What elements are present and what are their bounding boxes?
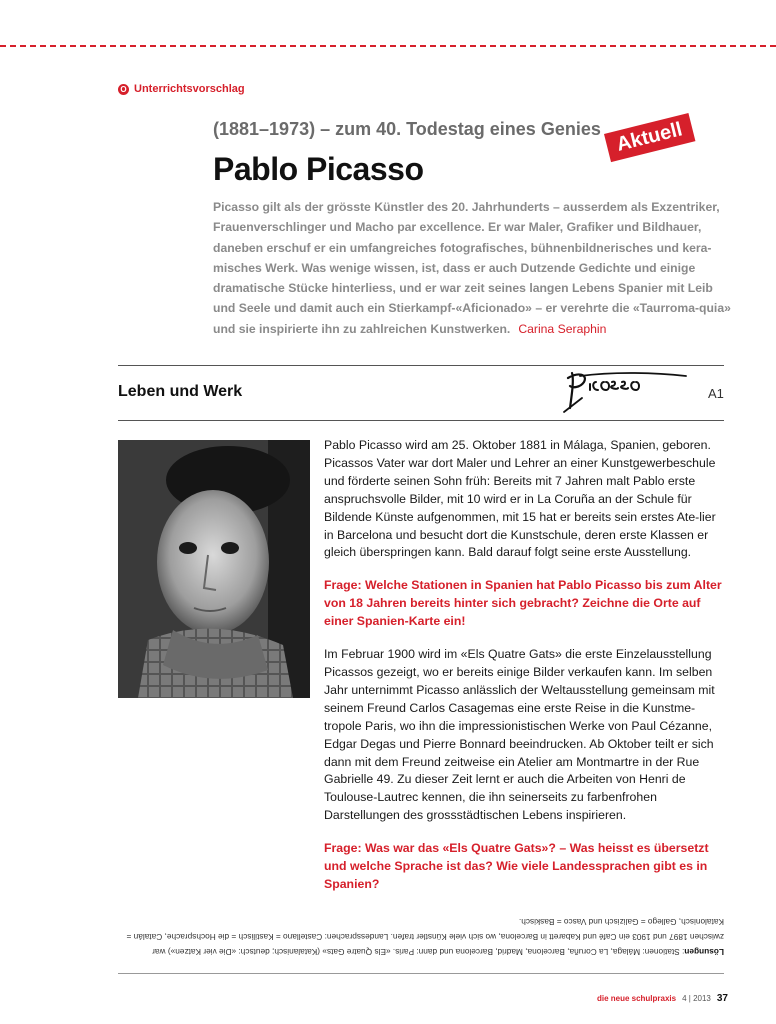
magazine-name: die neue schulpraxis [596,994,677,1003]
article-body [324,437,724,909]
footer-rule [118,973,724,974]
section-title: Leben und Werk [118,383,243,400]
page-number: 37 [716,993,728,1004]
solutions-box-upside-down [118,911,724,959]
question-1: Frage: Welche Stationen in Spanien hat Pablo Picasso bis zum Alter von 18 Jahren bereits hinter sich gebracht? Zeichne die Orte auf einer Spanien-Karte ein! [324,578,722,629]
article-subtitle: (1881–1973) – zum 40. Todestag eines Genies [213,119,601,139]
body-paragraph-1: Pablo Picasso wird am 25. Oktober 1881 in Málaga, Spanien, geboren. Picassos Vater war dort Maler und Lehrer an einer Kunstgewerbeschule und förderte seinen Sohn früh: Bereits mit 7 Jahren malt Pablo erste anspruchsvolle Bilder, mit 10 wird er in La Coruña an der Schule für Bildende Künste aufgenommen, mit 15 hat er bereits sein erstes Ate-lier in Barcelona und besucht dort die Kunstschule, deren erste Klassen er gleich überspringen kann. Bald darauf folgt seine erste Ausstellung. [324,438,716,560]
section-tag [118,83,245,95]
section-tag-icon: O [118,84,129,95]
section-tag-label: Unterrichtsvorschlag [134,83,245,95]
aktuell-badge: Aktuell [604,113,695,162]
section-rule-top [118,365,724,366]
question-2: Frage: Was war das «Els Quatre Gats»? – Was heisst es übersetzt und welche Sprache ist das? Wie viele Landessprachen gibt es in Spanien? [324,841,709,891]
solutions-text: : Stationen: Málaga, La Coruña, Barcelona, Madrid, Barcelona und dann: Paris. «Els Quatre Gats» (Katalanisch; deutsch: «Die vier Katzen») war zwischen 1897 und 1903 ein Café und Kabarett in Barcelona, wo sich viele Künstler trafen. Landessprachen: Castellano = Kastilisch = die Hochsprache, Catalán = Katalonisch, Gallego = Galizisch und Vasco = Baskisch. [126,917,724,957]
issue-number: 4 | 2013 [682,994,711,1003]
lead-text: Picasso gilt als der grösste Künstler des 20. Jahrhunderts – ausserdem als Exzentriker, Frauenverschlinger und Macho par excellence. Er war Maler, Grafiker und Bildhauer, daneben erschuf er ein umfangreiches fotografisches, bühnenbildnerisches und kera-misches Werk. Was wenige wissen, ist, dass er auch Dutzende Gedichte und einige dramatische Stücke hinterliess, und er war zeit seines langen Lebens Spanier mit Leib und Seele und damit auch ein Stierkampf-«Aficionado» – er verehrte die «Taurroma-quia» und sie inspirierte ihn zu zahlreichen Kunstwerken. [213,200,731,336]
solutions-label: Lösungen [684,947,724,957]
worksheet-id: A1 [708,386,724,401]
picasso-signature [560,368,690,418]
section-rule-bottom [118,420,724,421]
lead-paragraph [213,197,733,339]
picasso-portrait-photo [118,440,310,698]
portrait-illustration [118,440,310,698]
top-dashed-divider [0,45,776,47]
page-footer [597,993,728,1004]
author-name: Carina Seraphin [518,321,607,336]
body-paragraph-2: Im Februar 1900 wird im «Els Quatre Gats» die erste Einzelausstellung Picassos gezeigt, wo er bereits einige Bilder verkaufen kann. Im selben Jahr unternimmt Picasso anlässlich der Weltausstellung gemeinsam mit seinem Freund Carlos Casagemas eine erste Reise in die Kunstme-tropole Paris, wo ihn die impressionistischen Werke von Paul Cézanne, Edgar Degas und Pierre Bonnard beeindrucken. Ab Oktober teilt er sich dann mit dem Freund zeitweise ein Atelier am Montmartre in der Rue Gabrielle 49. Zu dieser Zeit lernt er auch die Arbeiten von Henri de Toulouse-Lautrec kennen, die ihn seinerseits zu farbenfrohen Darstellungen des grossstädtischen Lebens inspirieren. [324,647,715,823]
article-title: Pablo Picasso [213,151,424,187]
